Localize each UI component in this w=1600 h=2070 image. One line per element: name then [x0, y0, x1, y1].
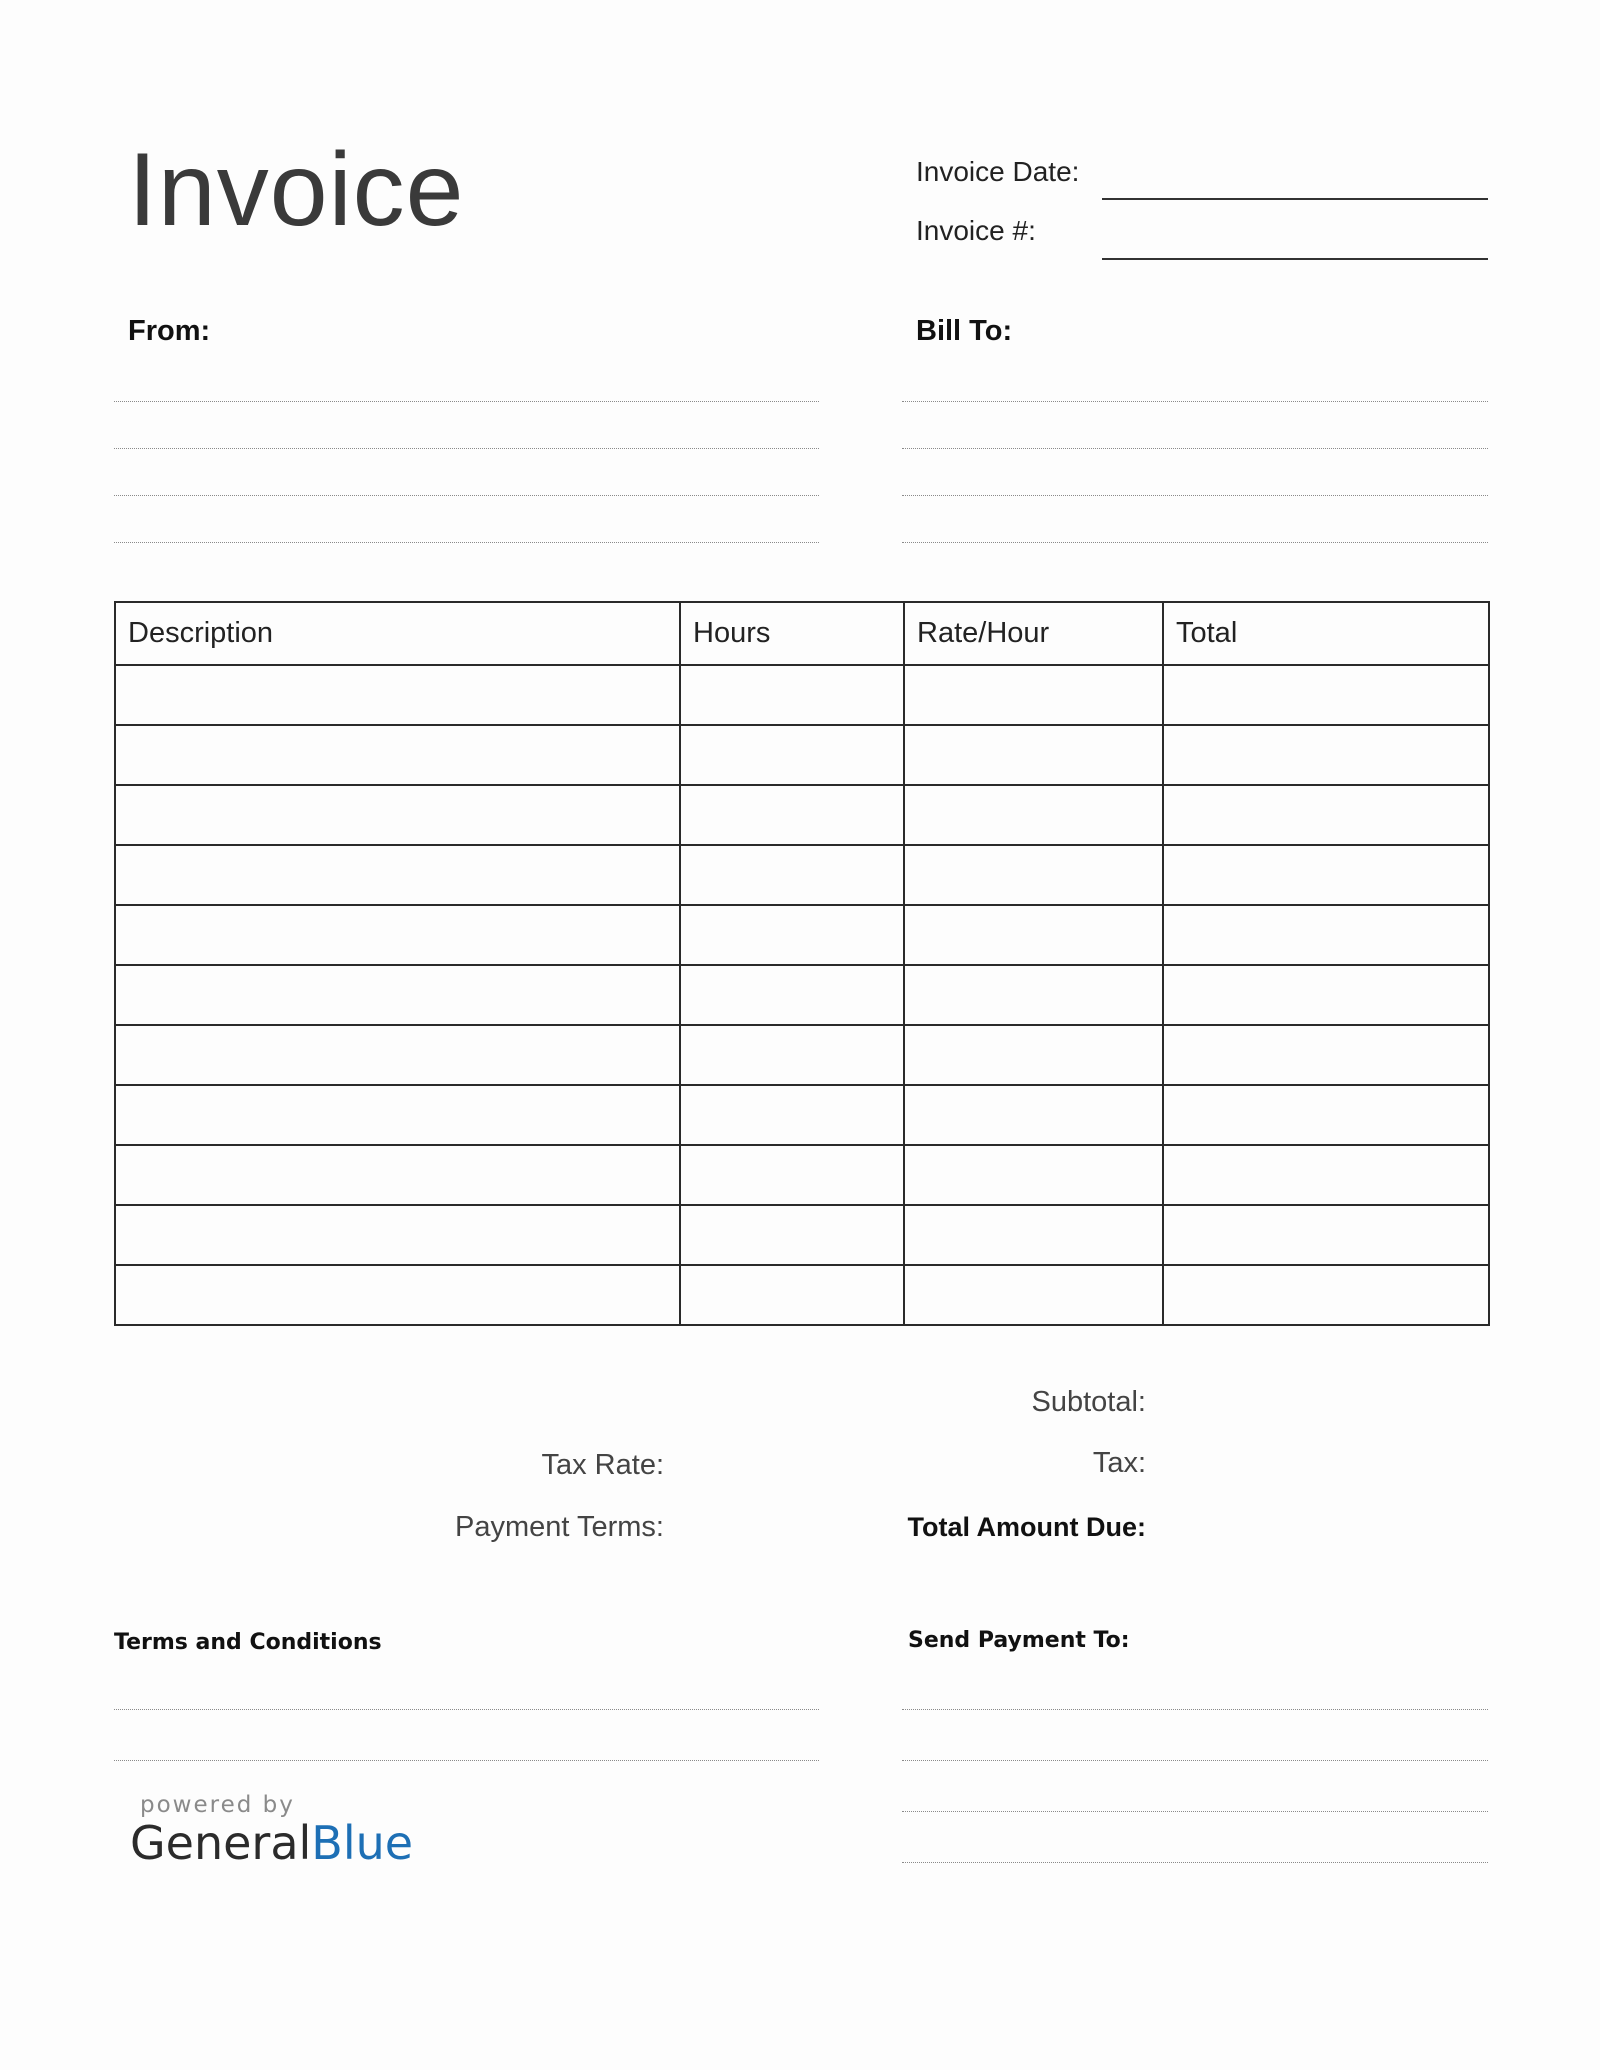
logo-blue-text: Blue	[311, 1816, 414, 1870]
bill-to-label: Bill To:	[916, 315, 1013, 347]
table-row	[115, 845, 1489, 905]
total-cell[interactable]	[1163, 1145, 1489, 1205]
table-row	[115, 725, 1489, 785]
column-header-hours: Hours	[680, 602, 904, 665]
total-amount-due-label: Total Amount Due:	[907, 1512, 1146, 1542]
rate-cell[interactable]	[904, 1085, 1163, 1145]
total-cell[interactable]	[1163, 785, 1489, 845]
table-row	[115, 905, 1489, 965]
hours-cell[interactable]	[680, 1025, 904, 1085]
terms-line-2[interactable]	[114, 1760, 819, 1761]
invoice-date-label: Invoice Date:	[916, 156, 1080, 187]
logo-general-text: General	[130, 1816, 312, 1870]
rate-cell[interactable]	[904, 725, 1163, 785]
description-cell[interactable]	[115, 1265, 680, 1325]
hours-cell[interactable]	[680, 1085, 904, 1145]
table-row	[115, 965, 1489, 1025]
tax-rate-label: Tax Rate:	[541, 1449, 664, 1481]
tax-label: Tax:	[1092, 1447, 1146, 1479]
hours-cell[interactable]	[680, 905, 904, 965]
hours-cell[interactable]	[680, 1205, 904, 1265]
send-payment-line-2[interactable]	[902, 1760, 1488, 1761]
table-row	[115, 1205, 1489, 1265]
page-title: Invoice	[128, 132, 465, 248]
hours-cell[interactable]	[680, 665, 904, 725]
hours-cell[interactable]	[680, 965, 904, 1025]
invoice-number-label: Invoice #:	[916, 215, 1036, 246]
subtotal-label: Subtotal:	[1031, 1386, 1146, 1418]
powered-by-text: powered by	[140, 1792, 295, 1818]
total-cell[interactable]	[1163, 905, 1489, 965]
send-payment-to-heading: Send Payment To:	[908, 1628, 1130, 1653]
generalblue-logo	[130, 1816, 414, 1870]
total-cell[interactable]	[1163, 845, 1489, 905]
from-line-3[interactable]	[114, 495, 819, 496]
bill-to-line-1[interactable]	[902, 401, 1488, 402]
column-header-description: Description	[115, 602, 680, 665]
send-payment-line-3[interactable]	[902, 1811, 1488, 1812]
description-cell[interactable]	[115, 1085, 680, 1145]
total-cell[interactable]	[1163, 1265, 1489, 1325]
rate-cell[interactable]	[904, 1265, 1163, 1325]
bill-to-line-4[interactable]	[902, 542, 1488, 543]
table-row	[115, 1025, 1489, 1085]
rate-cell[interactable]	[904, 665, 1163, 725]
from-line-4[interactable]	[114, 542, 819, 543]
rate-cell[interactable]	[904, 785, 1163, 845]
from-label: From:	[128, 315, 211, 347]
rate-cell[interactable]	[904, 1025, 1163, 1085]
column-header-total: Total	[1163, 602, 1489, 665]
total-cell[interactable]	[1163, 1025, 1489, 1085]
table-header-row	[115, 602, 1489, 665]
description-cell[interactable]	[115, 725, 680, 785]
description-cell[interactable]	[115, 1145, 680, 1205]
total-cell[interactable]	[1163, 1205, 1489, 1265]
hours-cell[interactable]	[680, 845, 904, 905]
send-payment-line-1[interactable]	[902, 1709, 1488, 1710]
rate-cell[interactable]	[904, 1205, 1163, 1265]
description-cell[interactable]	[115, 905, 680, 965]
description-cell[interactable]	[115, 1025, 680, 1085]
rate-cell[interactable]	[904, 965, 1163, 1025]
terms-line-1[interactable]	[114, 1709, 819, 1710]
from-line-1[interactable]	[114, 401, 819, 402]
table-row	[115, 785, 1489, 845]
description-cell[interactable]	[115, 785, 680, 845]
hours-cell[interactable]	[680, 785, 904, 845]
payment-terms-label: Payment Terms:	[455, 1511, 664, 1543]
description-cell[interactable]	[115, 965, 680, 1025]
description-cell[interactable]	[115, 1205, 680, 1265]
total-cell[interactable]	[1163, 965, 1489, 1025]
invoice-number-field[interactable]	[1102, 258, 1488, 260]
send-payment-line-4[interactable]	[902, 1862, 1488, 1863]
bill-to-line-3[interactable]	[902, 495, 1488, 496]
description-cell[interactable]	[115, 665, 680, 725]
total-cell[interactable]	[1163, 665, 1489, 725]
total-cell[interactable]	[1163, 725, 1489, 785]
total-cell[interactable]	[1163, 1085, 1489, 1145]
rate-cell[interactable]	[904, 905, 1163, 965]
table-row	[115, 1145, 1489, 1205]
description-cell[interactable]	[115, 845, 680, 905]
rate-cell[interactable]	[904, 1145, 1163, 1205]
hours-cell[interactable]	[680, 725, 904, 785]
column-header-rate-hour: Rate/Hour	[904, 602, 1163, 665]
hours-cell[interactable]	[680, 1265, 904, 1325]
table-row	[115, 1265, 1489, 1325]
terms-and-conditions-heading: Terms and Conditions	[114, 1630, 382, 1655]
line-items-table	[114, 601, 1490, 1326]
table-row	[115, 665, 1489, 725]
bill-to-line-2[interactable]	[902, 448, 1488, 449]
rate-cell[interactable]	[904, 845, 1163, 905]
from-line-2[interactable]	[114, 448, 819, 449]
table-row	[115, 1085, 1489, 1145]
hours-cell[interactable]	[680, 1145, 904, 1205]
invoice-date-field[interactable]	[1102, 198, 1488, 200]
